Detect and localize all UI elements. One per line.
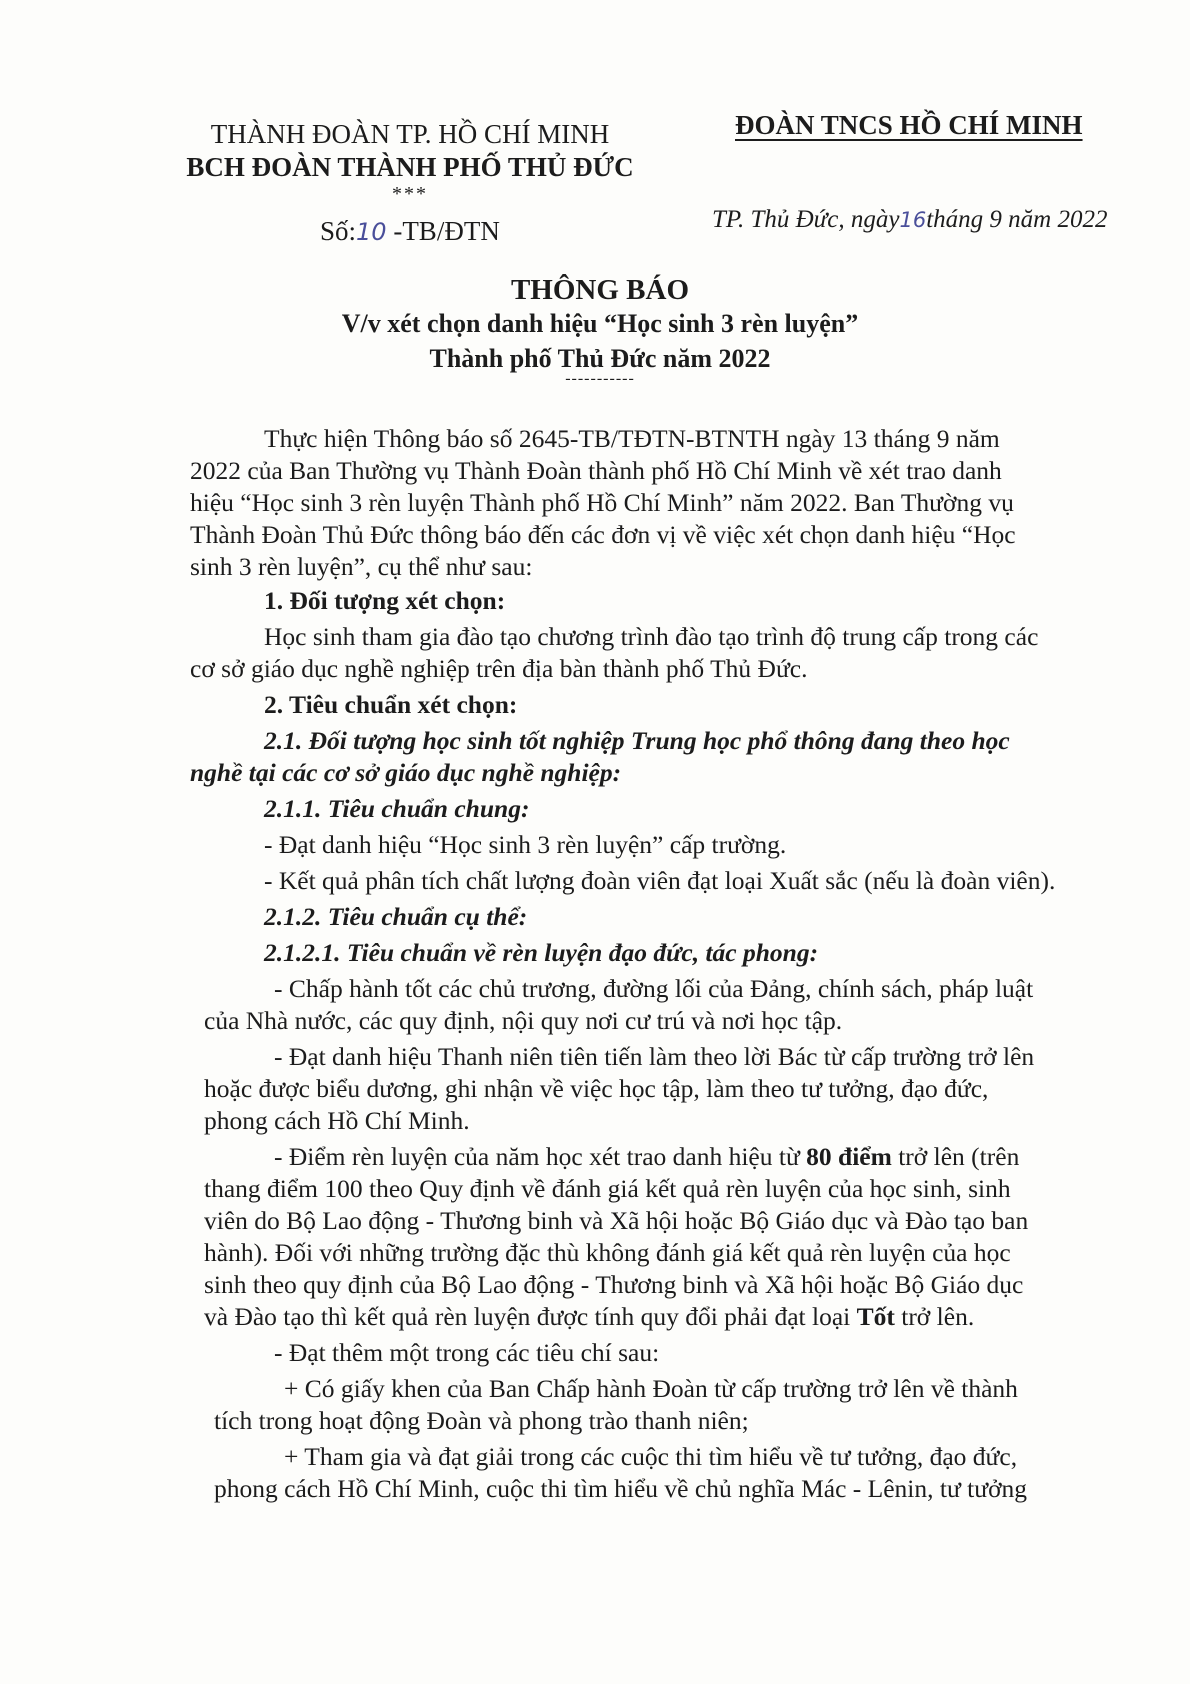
date-prefix: TP. Thủ Đức, ngày [712, 206, 900, 233]
text-span: và Đào tạo thì kết quả rèn luyện được tính quy đổi phải đạt loại [204, 1302, 857, 1331]
doc-no-suffix: -TB/ĐTN [393, 216, 500, 246]
text-line: của Nhà nước, các quy định, nội quy nơi cư trú và nơi học tập. [204, 1006, 843, 1035]
org-line-2: BCH ĐOÀN THÀNH PHỐ THỦ ĐỨC [186, 152, 634, 182]
subsection-heading: 2.1.1. Tiêu chuẩn chung: [264, 794, 530, 823]
bullet-item: + Tham gia và đạt giải trong các cuộc thi tìm hiểu về tư tưởng, đạo đức, [284, 1442, 1018, 1471]
text-line: phong cách Hồ Chí Minh. [204, 1106, 470, 1135]
page-title: THÔNG BÁO [510, 274, 690, 306]
subsection-heading: 2.1. Đối tượng học sinh tốt nghiệp Trung học phổ thông đang theo học [264, 726, 1010, 755]
text-line: Thành Đoàn Thủ Đức thông báo đến các đơn vị về việc xét chọn danh hiệu “Học [190, 520, 1016, 549]
text-span: trở lên. [894, 1302, 975, 1331]
bullet-item: - Đạt thêm một trong các tiêu chí sau: [274, 1338, 660, 1367]
document-number [320, 216, 500, 247]
text-line: cơ sở giáo dục nghề nghiệp trên địa bàn thành phố Thủ Đức. [190, 654, 808, 683]
union-name: ĐOÀN TNCS HỒ CHÍ MINH [735, 110, 1083, 140]
text-line: hiệu “Học sinh 3 rèn luyện Thành phố Hồ Chí Minh” năm 2022. Ban Thường vụ [190, 488, 1014, 517]
stars-separator: *** [392, 183, 428, 205]
bullet-item: - Chấp hành tốt các chủ trương, đường lối của Đảng, chính sách, pháp luật [274, 974, 1034, 1003]
section-heading: 1. Đối tượng xét chọn: [264, 586, 506, 615]
org-line-1: THÀNH ĐOÀN TP. HỒ CHÍ MINH [210, 119, 610, 149]
text-span: - Điểm rèn luyện của năm học xét trao danh hiệu từ [274, 1142, 807, 1171]
issuing-organization [170, 118, 650, 204]
text-line: 2022 của Ban Thường vụ Thành Đoàn thành phố Hồ Chí Minh về xét trao danh [190, 456, 1002, 485]
text-line: sinh 3 rèn luyện”, cụ thể như sau: [190, 552, 533, 581]
text-line: Thực hiện Thông báo số 2645-TB/TĐTN-BTNTH ngày 13 tháng 9 năm [264, 424, 1000, 453]
text-line: hoặc được biểu dương, ghi nhận về việc học tập, làm theo tư tưởng, đạo đức, [204, 1074, 989, 1103]
text-line: thang điểm 100 theo Quy định về đánh giá kết quả rèn luyện của học sinh, sinh [204, 1174, 1011, 1203]
subsection-heading: 2.1.2.1. Tiêu chuẩn về rèn luyện đạo đức, tác phong: [264, 938, 819, 967]
highlight-grade: Tốt [856, 1302, 895, 1331]
section-heading: 2. Tiêu chuẩn xét chọn: [264, 690, 518, 719]
document-date [712, 206, 1107, 234]
text-line [204, 1302, 974, 1332]
text-span: trở lên (trên [891, 1142, 1020, 1171]
text-line: viên do Bộ Lao động - Thương binh và Xã hội hoặc Bộ Giáo dục và Đào tạo ban [204, 1206, 1029, 1235]
text-line: hành). Đối với những trường đặc thù không đánh giá kết quả rèn luyện của học [204, 1238, 1011, 1267]
title-separator: ----------- [565, 370, 635, 387]
bullet-item: - Đạt danh hiệu Thanh niên tiên tiến làm theo lời Bác từ cấp trường trở lên [274, 1042, 1035, 1071]
bullet-item [274, 1142, 1019, 1172]
date-day-handwritten: 16 [899, 208, 927, 232]
subsection-heading: 2.1.2. Tiêu chuẩn cụ thể: [264, 902, 528, 931]
subtitle-line-2: Thành phố Thủ Đức năm 2022 [429, 344, 771, 373]
text-line: phong cách Hồ Chí Minh, cuộc thi tìm hiểu về chủ nghĩa Mác - Lênin, tư tưởng [214, 1474, 1028, 1503]
highlight-score: 80 điểm [806, 1142, 892, 1171]
doc-no-prefix: Số: [320, 216, 357, 246]
bullet-item: - Kết quả phân tích chất lượng đoàn viên đạt loại Xuất sắc (nếu là đoàn viên). [264, 866, 1056, 895]
bullet-item: - Đạt danh hiệu “Học sinh 3 rèn luyện” cấp trường. [264, 830, 787, 859]
bullet-item: + Có giấy khen của Ban Chấp hành Đoàn từ cấp trường trở lên về thành [284, 1374, 1018, 1403]
date-suffix: tháng 9 năm 2022 [926, 206, 1108, 233]
doc-no-handwritten: 10 [356, 218, 387, 246]
subsection-heading: nghề tại các cơ sở giáo dục nghề nghiệp: [190, 758, 622, 787]
text-line: tích trong hoạt động Đoàn và phong trào thanh niên; [214, 1406, 749, 1435]
subtitle-line-1: V/v xét chọn danh hiệu “Học sinh 3 rèn luyện” [341, 309, 859, 338]
text-line: sinh theo quy định của Bộ Lao động - Thương binh và Xã hội hoặc Bộ Giáo dục [204, 1270, 1024, 1299]
text-line: Học sinh tham gia đào tạo chương trình đào tạo trình độ trung cấp trong các [264, 622, 1039, 651]
